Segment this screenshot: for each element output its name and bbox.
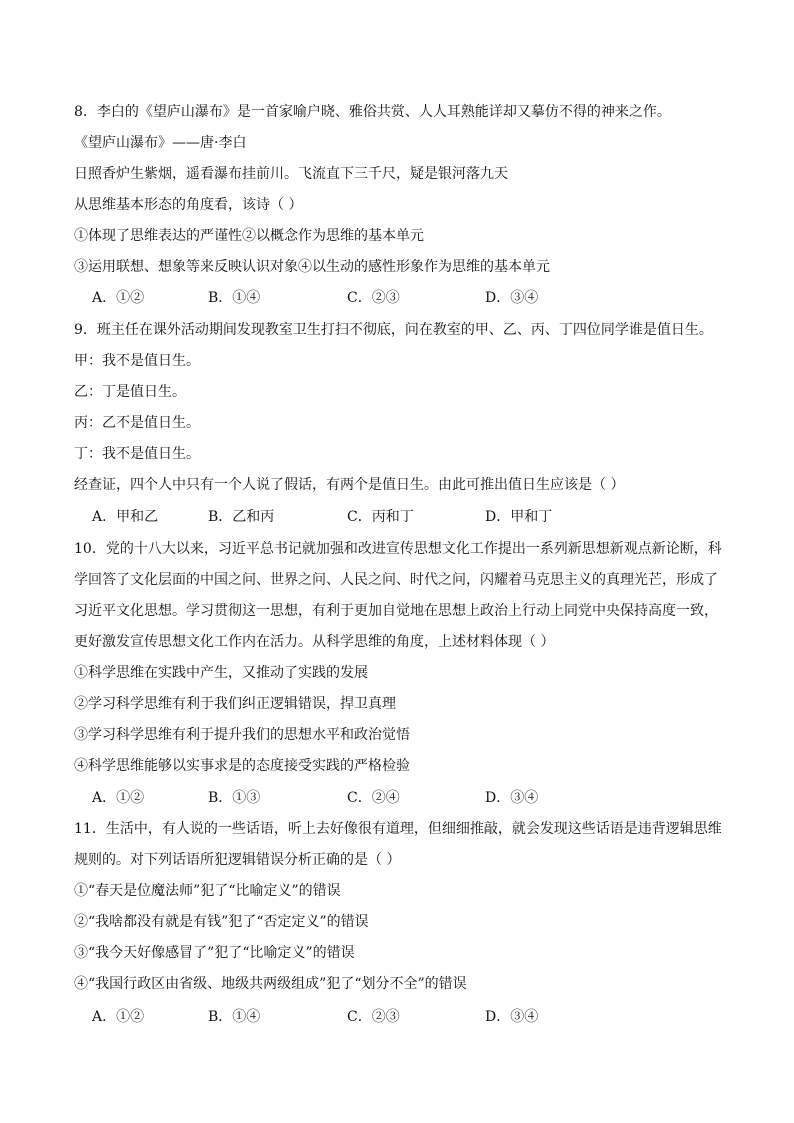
option-a[interactable]: A．甲和乙: [92, 509, 159, 525]
statement-line: ②学习科学思维有利于我们纠正逻辑错误，捍卫真理: [74, 696, 396, 712]
option-d[interactable]: D．甲和丁: [485, 509, 553, 525]
statement-line: 丙：乙不是值日生。: [74, 415, 200, 431]
option-d[interactable]: D．③④: [485, 290, 539, 306]
poem-text: 日照香炉生紫烟，遥看瀑布挂前川。飞流直下三千尺，疑是银河落九天: [74, 166, 508, 182]
option-d[interactable]: D．③④: [485, 790, 539, 806]
option-a[interactable]: A．①②: [92, 1009, 145, 1025]
question-10-stem: 学回答了文化层面的中国之问、世界之问、人民之问、时代之问，闪耀着马克思主义的真理光芒，形成了: [74, 572, 718, 588]
option-a[interactable]: A．①②: [92, 790, 145, 806]
question-9-stem: 9．班主任在课外活动期间发现教室卫生打扫不彻底，问在教室的甲、乙、丙、丁四位同学谁是值日生。: [74, 322, 713, 338]
poem-title: 《望庐山瀑布》——唐·李白: [74, 135, 247, 151]
statement-line: 乙：丁是值日生。: [74, 384, 186, 400]
option-c[interactable]: C．②③: [347, 290, 400, 306]
option-a[interactable]: A．①②: [92, 290, 145, 306]
question-10-stem: 10．党的十八大以来，习近平总书记就加强和改进宣传思想文化工作提出一系列新思想新观点新论断，科: [74, 541, 722, 557]
question-8-prompt: 从思维基本形态的角度看，该诗（ ）: [74, 197, 303, 213]
question-10-stem: 习近平文化思想。学习贯彻这一思想，有利于更加自觉地在思想上政治上行动上同党中央保持高度一致，: [74, 603, 718, 619]
option-b[interactable]: B．①④: [208, 1009, 261, 1025]
statement-line: ②“我啥都没有就是有钱”犯了“否定定义”的错误: [74, 914, 369, 930]
option-c[interactable]: C．②③: [347, 1009, 400, 1025]
option-b[interactable]: B．①④: [208, 290, 261, 306]
question-8-stem: 8．李白的《望庐山瀑布》是一首家喻户晓、雅俗共赏、人人耳熟能详却又摹仿不得的神来之作。: [74, 104, 671, 120]
statement-line: 甲：我不是值日生。: [74, 353, 200, 369]
statement-line: ④“我国行政区由省级、地级共两级组成”犯了“划分不全”的错误: [74, 976, 467, 992]
question-11-stem: 11．生活中，有人说的一些话语，听上去好像很有道理，但细细推敲，就会发现这些话语是违背逻辑思维: [74, 821, 722, 837]
statement-line: 丁：我不是值日生。: [74, 446, 200, 462]
statement-line: ①体现了思维表达的严谨性②以概念作为思维的基本单元: [74, 228, 424, 244]
statement-line: ③学习科学思维有利于提升我们的思想水平和政治觉悟: [74, 727, 410, 743]
statement-line: ①“春天是位魔法师”犯了“比喻定义”的错误: [74, 883, 341, 899]
statement-line: ④科学思维能够以实事求是的态度接受实践的严格检验: [74, 758, 410, 774]
option-b[interactable]: B．①③: [208, 790, 261, 806]
statement-line: ③运用联想、想象等来反映认识对象④以生动的感性形象作为思维的基本单元: [74, 259, 550, 275]
option-d[interactable]: D．③④: [485, 1009, 539, 1025]
question-11-prompt: 规则的。对下列话语所犯逻辑错误分析正确的是（ ）: [74, 852, 401, 868]
option-c[interactable]: C．丙和丁: [347, 509, 414, 525]
statement-line: ①科学思维在实践中产生，又推动了实践的发展: [74, 665, 368, 681]
question-9-prompt: 经查证，四个人中只有一个人说了假话，有两个是值日生。由此可推出值日生应该是（ ）: [74, 477, 625, 493]
option-c[interactable]: C．②④: [347, 790, 400, 806]
statement-line: ③“我今天好像感冒了”犯了“比喻定义”的错误: [74, 945, 355, 961]
option-b[interactable]: B．乙和丙: [208, 509, 275, 525]
question-10-prompt: 更好激发宣传思想文化工作内在活力。从科学思维的角度，上述材料体现（ ）: [74, 634, 555, 650]
